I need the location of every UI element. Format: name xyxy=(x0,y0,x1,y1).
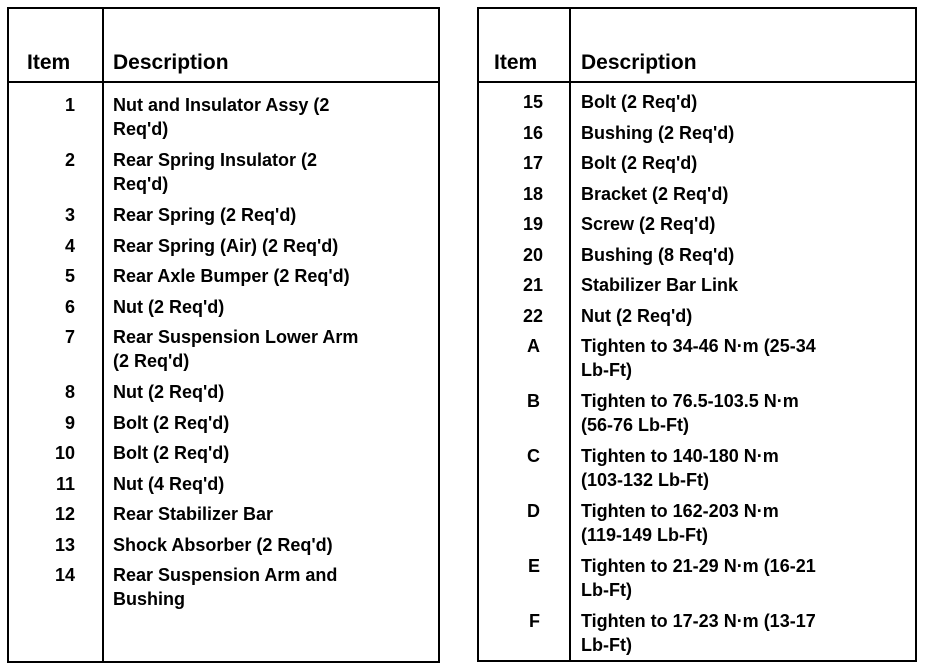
item-description: Bushing (2 Req'd) xyxy=(581,122,735,143)
table-row xyxy=(479,182,915,213)
table-row xyxy=(9,295,438,326)
item-letter: D xyxy=(527,501,540,521)
item-description: Rear Stabilizer Bar xyxy=(113,504,274,524)
item-number: 11 xyxy=(55,473,75,494)
table-row xyxy=(479,444,915,499)
item-description: Bolt (2 Req'd) xyxy=(113,443,230,463)
table-row xyxy=(479,334,915,389)
item-number: 9 xyxy=(64,412,75,433)
item-number: 13 xyxy=(54,534,75,555)
header-item: Item xyxy=(494,51,538,74)
item-description: Tighten to 21-29 N·m (16-21 Lb-Ft) xyxy=(581,556,816,600)
item-number: 12 xyxy=(54,504,75,524)
item-description: Nut (2 Req'd) xyxy=(113,296,225,317)
item-number: 18 xyxy=(522,183,543,204)
item-description: Rear Axle Bumper (2 Req'd) xyxy=(113,266,350,286)
table-row xyxy=(479,151,915,182)
item-description: Rear Suspension Arm and Bushing xyxy=(113,565,338,609)
item-description: Rear Spring (Air) (2 Req'd) xyxy=(113,235,339,256)
table-row xyxy=(479,609,915,664)
item-letter: C xyxy=(527,446,540,466)
item-number: 22 xyxy=(522,305,543,326)
table-row xyxy=(479,304,915,335)
item-description: Shock Absorber (2 Req'd) xyxy=(113,534,333,555)
table-row xyxy=(479,90,915,121)
table-row xyxy=(9,533,438,564)
table-row xyxy=(9,502,438,533)
item-description: Nut (2 Req'd) xyxy=(113,382,225,402)
parts-table-right xyxy=(477,7,917,662)
table-row xyxy=(479,499,915,554)
item-number: 4 xyxy=(64,235,75,256)
item-description: Bushing (8 Req'd) xyxy=(581,244,735,265)
table-row xyxy=(9,234,438,265)
table-body xyxy=(479,90,915,664)
header-description: Description xyxy=(113,51,229,74)
item-number: 5 xyxy=(64,266,75,286)
item-number: 16 xyxy=(522,122,543,143)
item-description: Bolt (2 Req'd) xyxy=(581,92,698,112)
item-number: 19 xyxy=(522,214,543,234)
table-row xyxy=(9,264,438,295)
item-description: Screw (2 Req'd) xyxy=(581,214,716,234)
table-row xyxy=(9,441,438,472)
item-description: Stabilizer Bar Link xyxy=(581,275,739,295)
table-header xyxy=(9,9,438,83)
item-number: 21 xyxy=(522,275,543,295)
parts-table-left xyxy=(7,7,440,663)
table-row xyxy=(479,243,915,274)
item-letter: E xyxy=(527,556,540,576)
item-description: Bolt (2 Req'd) xyxy=(581,153,698,173)
table-row xyxy=(479,212,915,243)
item-number: 14 xyxy=(54,565,75,585)
item-description: Rear Spring Insulator (2 Req'd) xyxy=(113,150,318,194)
table-row xyxy=(9,411,438,442)
item-description: Bracket (2 Req'd) xyxy=(581,183,729,204)
item-number: 3 xyxy=(64,205,75,225)
item-letter: A xyxy=(527,336,540,356)
item-description: Tighten to 76.5-103.5 N·m (56-76 Lb-Ft) xyxy=(581,391,799,435)
table-row xyxy=(9,472,438,503)
item-description: Nut and Insulator Assy (2 Req'd) xyxy=(113,95,330,139)
item-description: Rear Suspension Lower Arm (2 Req'd) xyxy=(113,327,359,371)
table-row xyxy=(479,554,915,609)
item-number: 6 xyxy=(64,296,75,317)
table-row xyxy=(9,203,438,234)
table-row xyxy=(479,273,915,304)
table-header xyxy=(479,9,915,83)
header-item: Item xyxy=(27,51,71,74)
item-description: Nut (2 Req'd) xyxy=(581,305,693,326)
table-row xyxy=(479,389,915,444)
table-row xyxy=(9,325,438,380)
table-body xyxy=(9,93,438,618)
item-description: Tighten to 140-180 N·m (103-132 Lb-Ft) xyxy=(581,446,779,490)
item-letter: B xyxy=(527,391,540,411)
item-description: Bolt (2 Req'd) xyxy=(113,412,230,433)
item-letter: F xyxy=(529,611,540,631)
item-description: Nut (4 Req'd) xyxy=(113,473,225,494)
item-description: Tighten to 34-46 N·m (25-34 Lb-Ft) xyxy=(581,336,816,380)
table-row xyxy=(9,380,438,411)
table-row xyxy=(479,121,915,152)
item-number: 1 xyxy=(64,95,75,115)
item-number: 7 xyxy=(64,327,75,347)
item-number: 20 xyxy=(522,244,543,265)
table-row xyxy=(9,93,438,148)
item-description: Tighten to 17-23 N·m (13-17 Lb-Ft) xyxy=(581,611,816,655)
item-number: 17 xyxy=(522,153,543,173)
item-description: Tighten to 162-203 N·m (119-149 Lb-Ft) xyxy=(581,501,779,545)
item-number: 15 xyxy=(522,92,543,112)
header-description: Description xyxy=(581,51,697,74)
table-row xyxy=(9,148,438,203)
table-row xyxy=(9,563,438,618)
item-number: 8 xyxy=(64,382,75,402)
item-number: 2 xyxy=(64,150,75,170)
item-number: 10 xyxy=(54,443,75,463)
item-description: Rear Spring (2 Req'd) xyxy=(113,205,297,225)
